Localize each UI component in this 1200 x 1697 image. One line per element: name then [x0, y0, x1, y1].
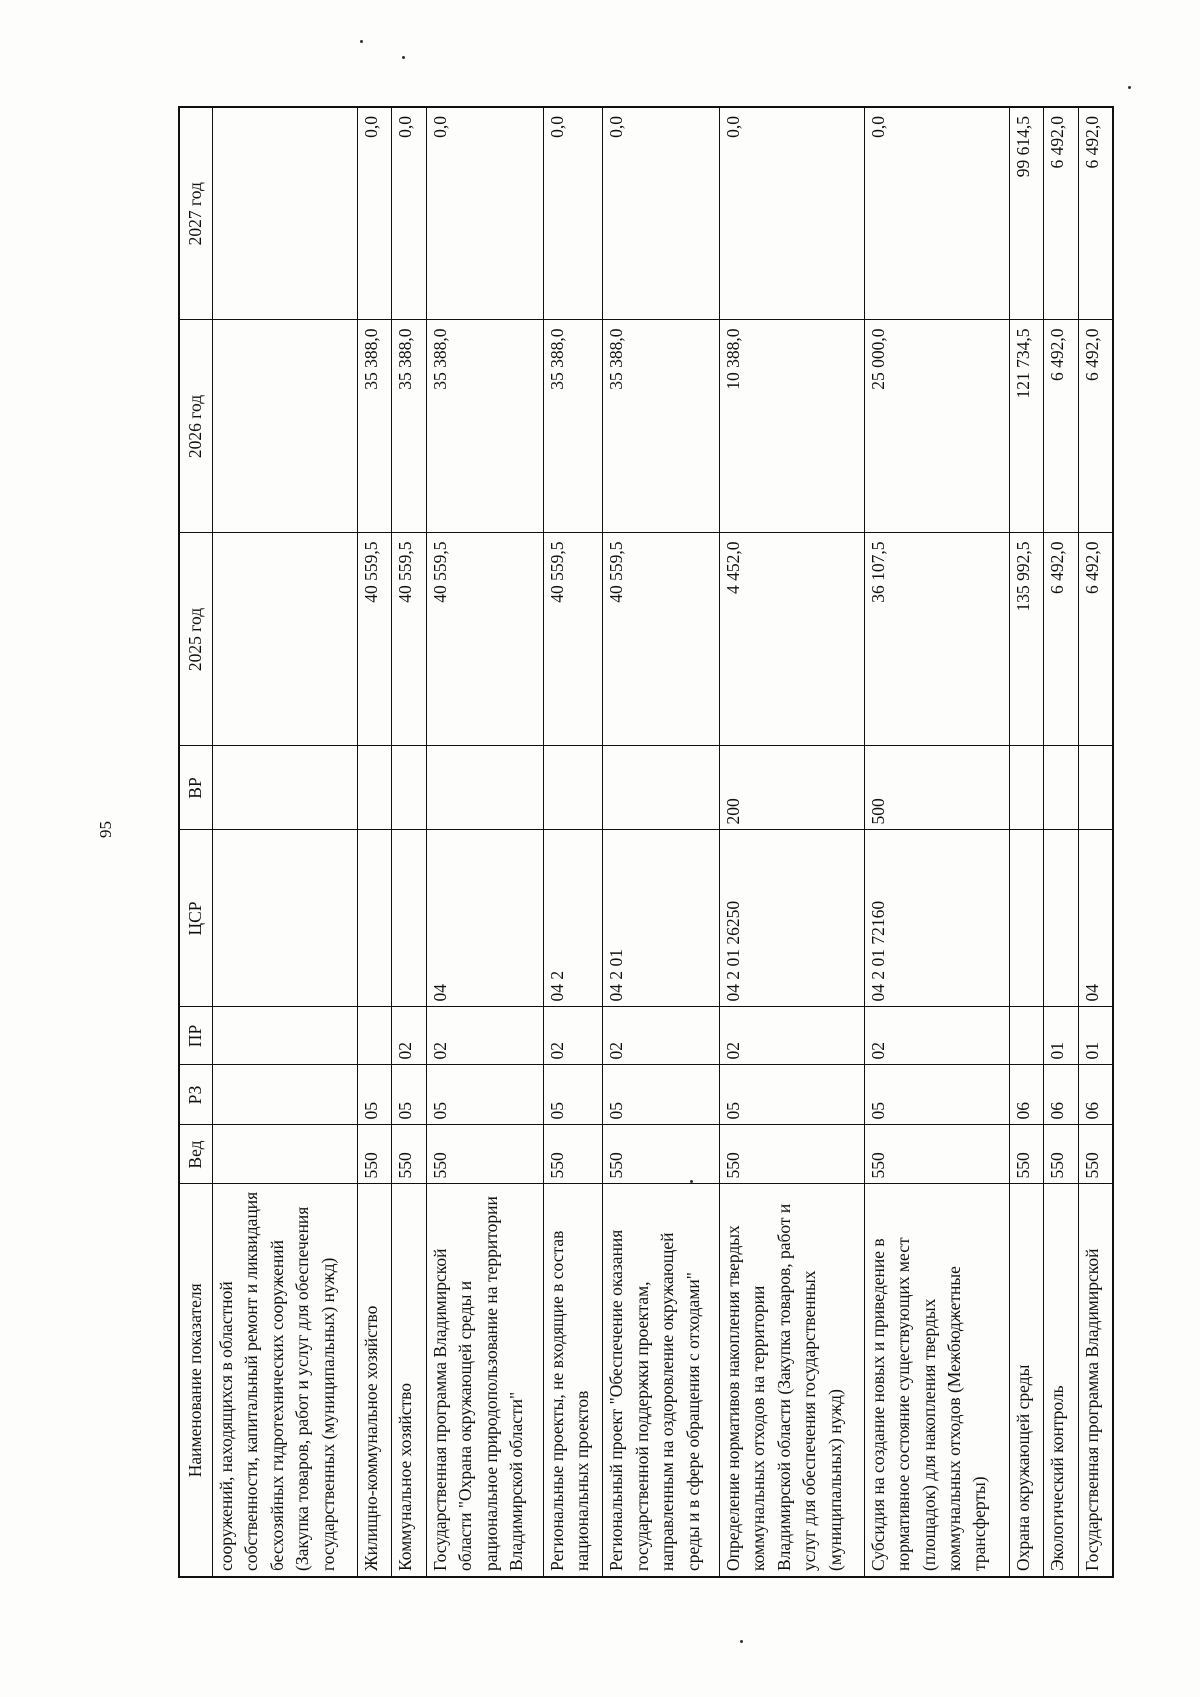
page-number: 95 — [96, 821, 115, 838]
cell-y2025: 40 559,5 — [357, 533, 392, 746]
cell-y2025: 4 452,0 — [720, 533, 865, 746]
cell-y2025: 40 559,5 — [426, 533, 543, 746]
cell-name: Государственная программа Владимирской области "Охрана окружающей среды и рациональное природопользование на территории Владимирской области" — [426, 1184, 543, 1577]
cell-y2026: 6 492,0 — [1044, 320, 1079, 533]
cell-ved: 550 — [357, 1125, 392, 1184]
cell-pr — [213, 1007, 358, 1065]
cell-ved — [213, 1125, 358, 1184]
cell-vr — [543, 746, 603, 830]
cell-rz: 05 — [864, 1065, 1009, 1125]
table-row — [1044, 107, 1079, 1577]
cell-ved: 550 — [603, 1125, 720, 1184]
cell-y2027: 0,0 — [720, 107, 865, 320]
cell-ved: 550 — [543, 1125, 603, 1184]
rotated-table-wrapper — [178, 108, 1114, 1578]
cell-name: Экологический контроль — [1044, 1184, 1079, 1577]
scan-speck — [740, 1640, 743, 1643]
cell-vr — [426, 746, 543, 830]
cell-y2025: 40 559,5 — [543, 533, 603, 746]
cell-csr: 04 2 01 — [603, 830, 720, 1007]
cell-y2026: 25 000,0 — [864, 320, 1009, 533]
table-row — [357, 107, 392, 1577]
cell-y2026: 6 492,0 — [1078, 320, 1113, 533]
cell-rz: 06 — [1009, 1065, 1044, 1125]
cell-rz: 05 — [720, 1065, 865, 1125]
table-row — [392, 107, 427, 1577]
cell-csr: 04 — [1078, 830, 1113, 1007]
cell-name: Субсидия на создание новых и приведение в нормативное состояние существующих мест (площадок) для накопления твердых коммунальных отходов (Межбюджетные трансферты) — [864, 1184, 1009, 1577]
cell-rz: 05 — [426, 1065, 543, 1125]
cell-y2026 — [213, 320, 358, 533]
header-pr: ПР — [179, 1007, 213, 1065]
cell-y2027: 99 614,5 — [1009, 107, 1044, 320]
cell-y2026: 35 388,0 — [543, 320, 603, 533]
cell-vr — [1009, 746, 1044, 830]
cell-csr — [1009, 830, 1044, 1007]
cell-y2025: 6 492,0 — [1078, 533, 1113, 746]
cell-pr: 02 — [426, 1007, 543, 1065]
cell-ved: 550 — [426, 1125, 543, 1184]
cell-rz: 06 — [1078, 1065, 1113, 1125]
cell-name: Государственная программа Владимирской — [1078, 1184, 1113, 1577]
cell-pr: 01 — [1078, 1007, 1113, 1065]
header-csr: ЦСР — [179, 830, 213, 1007]
cell-y2025 — [213, 533, 358, 746]
budget-table — [178, 106, 1114, 1578]
cell-y2026: 35 388,0 — [357, 320, 392, 533]
cell-pr: 02 — [543, 1007, 603, 1065]
cell-rz: 06 — [1044, 1065, 1079, 1125]
cell-y2025: 40 559,5 — [392, 533, 427, 746]
cell-vr — [357, 746, 392, 830]
cell-pr — [1009, 1007, 1044, 1065]
scan-speck — [360, 40, 363, 43]
cell-y2027 — [213, 107, 358, 320]
cell-csr: 04 2 01 26250 — [720, 830, 865, 1007]
cell-pr: 01 — [1044, 1007, 1079, 1065]
scan-speck — [690, 1180, 693, 1183]
header-2025: 2025 год — [179, 533, 213, 746]
scan-speck — [1128, 86, 1131, 89]
cell-name: сооружений, находящихся в областной собственности, капитальный ремонт и ликвидация бесхозяйных гидротехнических сооружений (Закупка товаров, работ и услуг для обеспечения государственных (муниципальных) нужд) — [213, 1184, 358, 1577]
cell-name: Определение нормативов накопления твердых коммунальных отходов на территории Владимирской области (Закупка товаров, работ и услуг для обеспечения государственных (муниципальных) нужд) — [720, 1184, 865, 1577]
cell-vr: 500 — [864, 746, 1009, 830]
cell-y2026: 10 388,0 — [720, 320, 865, 533]
cell-rz: 05 — [543, 1065, 603, 1125]
cell-csr: 04 2 — [543, 830, 603, 1007]
cell-y2025: 36 107,5 — [864, 533, 1009, 746]
cell-ved: 550 — [392, 1125, 427, 1184]
cell-ved: 550 — [1044, 1125, 1079, 1184]
cell-pr — [357, 1007, 392, 1065]
cell-ved: 550 — [864, 1125, 1009, 1184]
cell-name: Региональный проект "Обеспечение оказания государственной поддержки проектам, направленным на оздоровление окружающей среды и в сфере обращения с отходами" — [603, 1184, 720, 1577]
cell-name: Охрана окружающей среды — [1009, 1184, 1044, 1577]
cell-name: Региональные проекты, не входящие в состав национальных проектов — [543, 1184, 603, 1577]
scan-speck — [402, 56, 405, 59]
cell-csr — [213, 830, 358, 1007]
table-body — [213, 107, 1114, 1577]
cell-name: Жилищно-коммунальное хозяйство — [357, 1184, 392, 1577]
header-vr: ВР — [179, 746, 213, 830]
cell-csr: 04 2 01 72160 — [864, 830, 1009, 1007]
cell-y2027: 6 492,0 — [1078, 107, 1113, 320]
table-row — [603, 107, 720, 1577]
cell-y2027: 0,0 — [543, 107, 603, 320]
header-rz: РЗ — [179, 1065, 213, 1125]
cell-y2026: 35 388,0 — [392, 320, 427, 533]
header-ved: Вед — [179, 1125, 213, 1184]
cell-vr — [603, 746, 720, 830]
cell-y2026: 121 734,5 — [1009, 320, 1044, 533]
cell-name: Коммунальное хозяйство — [392, 1184, 427, 1577]
cell-vr: 200 — [720, 746, 865, 830]
cell-pr: 02 — [392, 1007, 427, 1065]
cell-csr — [392, 830, 427, 1007]
cell-rz: 05 — [392, 1065, 427, 1125]
header-name: Наименование показателя — [179, 1184, 213, 1577]
cell-vr — [1078, 746, 1113, 830]
cell-y2027: 0,0 — [357, 107, 392, 320]
header-2026: 2026 год — [179, 320, 213, 533]
cell-vr — [392, 746, 427, 830]
header-2027: 2027 год — [179, 107, 213, 320]
cell-pr: 02 — [864, 1007, 1009, 1065]
cell-ved: 550 — [720, 1125, 865, 1184]
cell-y2026: 35 388,0 — [426, 320, 543, 533]
cell-rz: 05 — [357, 1065, 392, 1125]
cell-csr — [1044, 830, 1079, 1007]
table-row — [720, 107, 865, 1577]
table-row — [426, 107, 543, 1577]
cell-csr — [357, 830, 392, 1007]
cell-y2027: 6 492,0 — [1044, 107, 1079, 320]
cell-rz: 05 — [603, 1065, 720, 1125]
cell-y2027: 0,0 — [864, 107, 1009, 320]
cell-y2026: 35 388,0 — [603, 320, 720, 533]
table-header-row — [179, 107, 213, 1577]
cell-y2025: 6 492,0 — [1044, 533, 1079, 746]
cell-ved: 550 — [1009, 1125, 1044, 1184]
cell-rz — [213, 1065, 358, 1125]
cell-ved: 550 — [1078, 1125, 1113, 1184]
table-row — [1009, 107, 1044, 1577]
cell-pr: 02 — [720, 1007, 865, 1065]
cell-y2027: 0,0 — [603, 107, 720, 320]
table-row — [864, 107, 1009, 1577]
cell-vr — [213, 746, 358, 830]
table-row — [1078, 107, 1113, 1577]
cell-y2025: 135 992,5 — [1009, 533, 1044, 746]
cell-vr — [1044, 746, 1079, 830]
table-row — [543, 107, 603, 1577]
cell-csr: 04 — [426, 830, 543, 1007]
cell-y2027: 0,0 — [426, 107, 543, 320]
table-row — [213, 107, 358, 1577]
cell-y2027: 0,0 — [392, 107, 427, 320]
cell-y2025: 40 559,5 — [603, 533, 720, 746]
cell-pr: 02 — [603, 1007, 720, 1065]
